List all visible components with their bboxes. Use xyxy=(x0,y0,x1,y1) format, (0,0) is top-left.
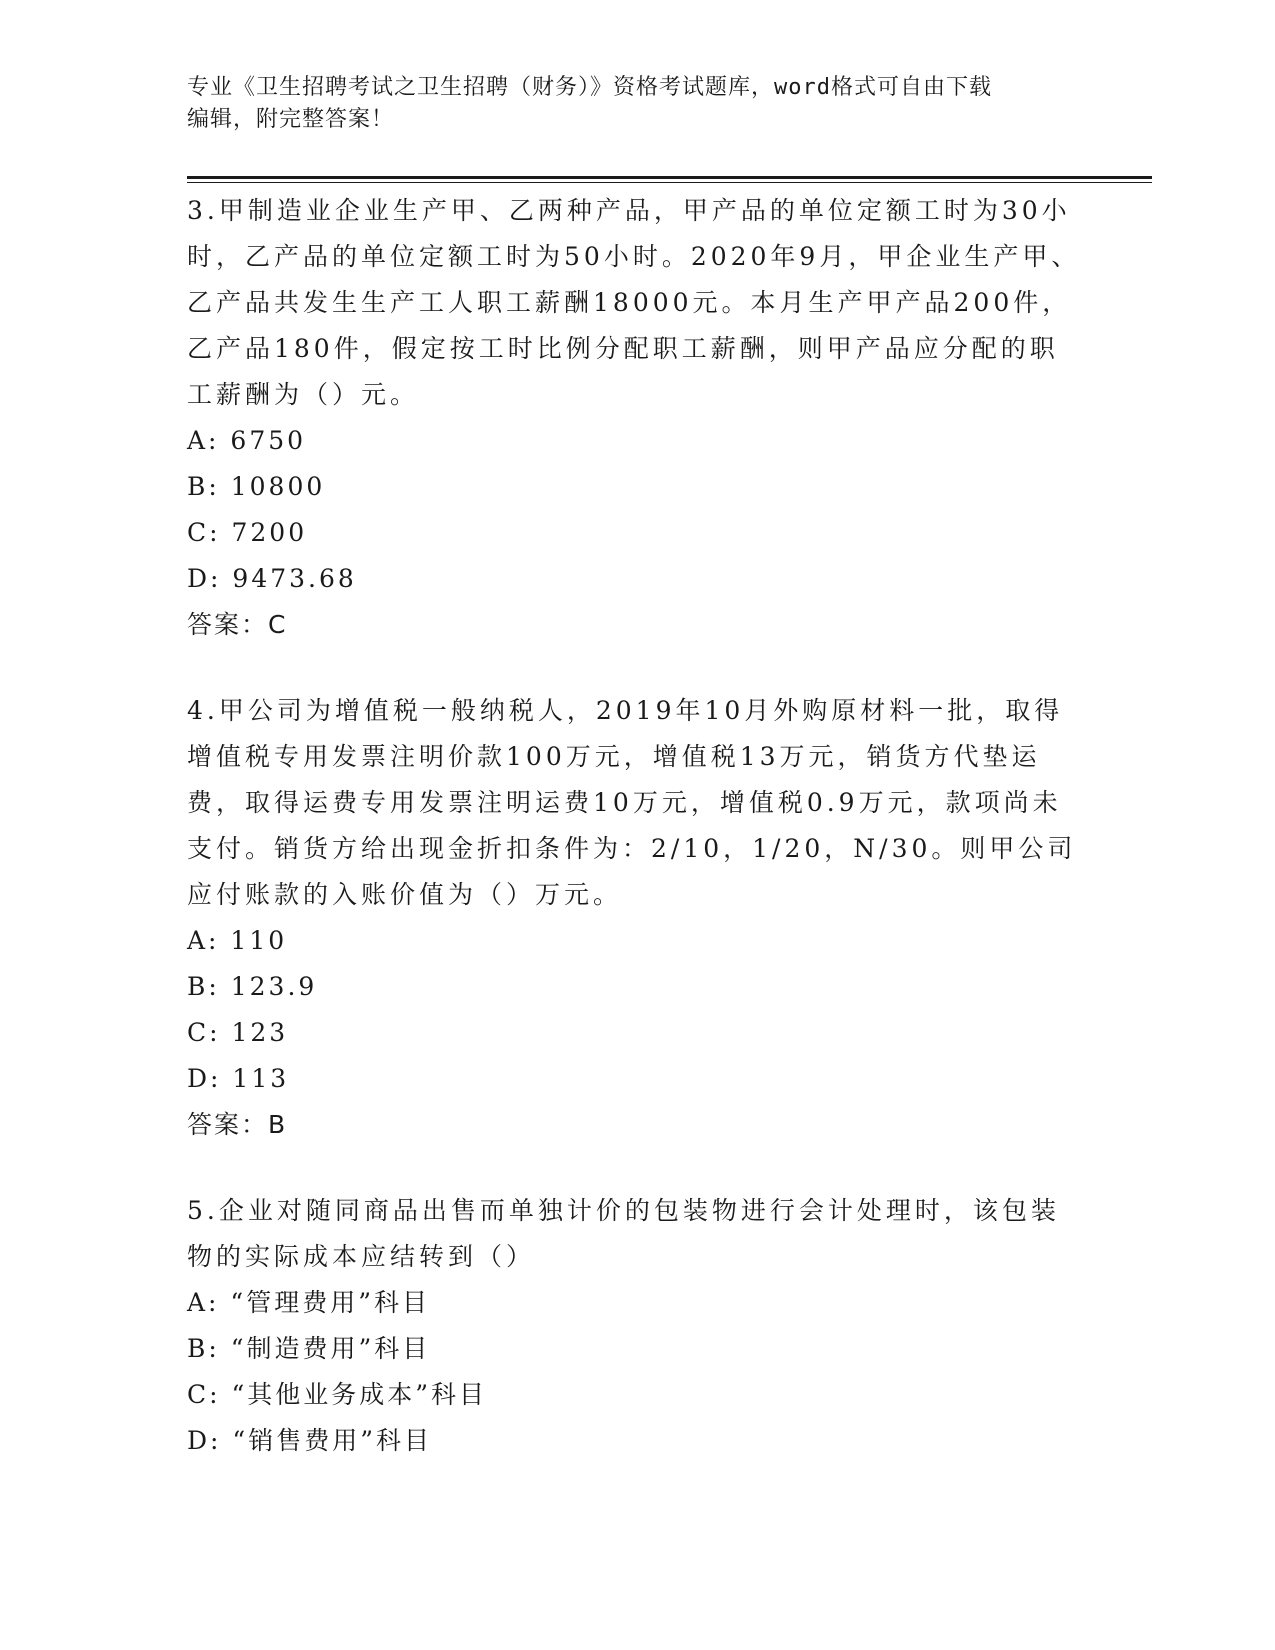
header-rule-thick xyxy=(187,176,1152,179)
answer-line: 答案：C xyxy=(187,610,288,639)
question-stem: 5.企业对随同商品出售而单独计价的包装物进行会计处理时，该包装物的实际成本应结转到（） xyxy=(187,1196,1060,1271)
document-header xyxy=(187,72,1067,136)
option-b: B: 10800 xyxy=(187,472,326,501)
question-stem: 4.甲公司为增值税一般纳税人，2019年10月外购原材料一批，取得增值税专用发票注明价款100万元，增值税13万元，销货方代垫运费，取得运费专用发票注明运费10万元，增值税0.9万元，款项尚未支付。销货方给出现金折扣条件为：2/10，1/20，N/30。则甲公司应付账款的入账价值为（）万元。 xyxy=(187,696,1077,909)
option-b: B: 123.9 xyxy=(187,972,318,1001)
question-block xyxy=(187,688,1087,1148)
option-a: A: 110 xyxy=(187,926,288,955)
header-rule-thin xyxy=(187,182,1152,183)
header-line-2: 编辑，附完整答案！ xyxy=(187,107,395,132)
answer-line: 答案：B xyxy=(187,1110,288,1139)
option-c: C: “其他业务成本”科目 xyxy=(187,1380,488,1409)
option-a: A: “管理费用”科目 xyxy=(187,1288,430,1317)
option-c: C: 123 xyxy=(187,1018,289,1047)
question-stem: 3.甲制造业企业生产甲、乙两种产品，甲产品的单位定额工时为30小时，乙产品的单位定额工时为50小时。2020年9月，甲企业生产甲、乙产品共发生生产工人职工薪酬18000元。本月生产甲产品200件，乙产品180件，假定按工时比例分配职工薪酬，则甲产品应分配的职工薪酬为（）元。 xyxy=(187,196,1081,409)
header-line-1: 专业《卫生招聘考试之卫生招聘（财务）》资格考试题库，word格式可自由下载 xyxy=(187,75,992,100)
question-block xyxy=(187,188,1087,648)
option-b: B: “制造费用”科目 xyxy=(187,1334,431,1363)
option-d: D: 9473.68 xyxy=(187,564,357,593)
question-block xyxy=(187,1188,1087,1464)
option-d: D: “销售费用”科目 xyxy=(187,1426,432,1455)
option-a: A: 6750 xyxy=(187,426,307,455)
option-d: D: 113 xyxy=(187,1064,290,1093)
option-c: C: 7200 xyxy=(187,518,308,547)
